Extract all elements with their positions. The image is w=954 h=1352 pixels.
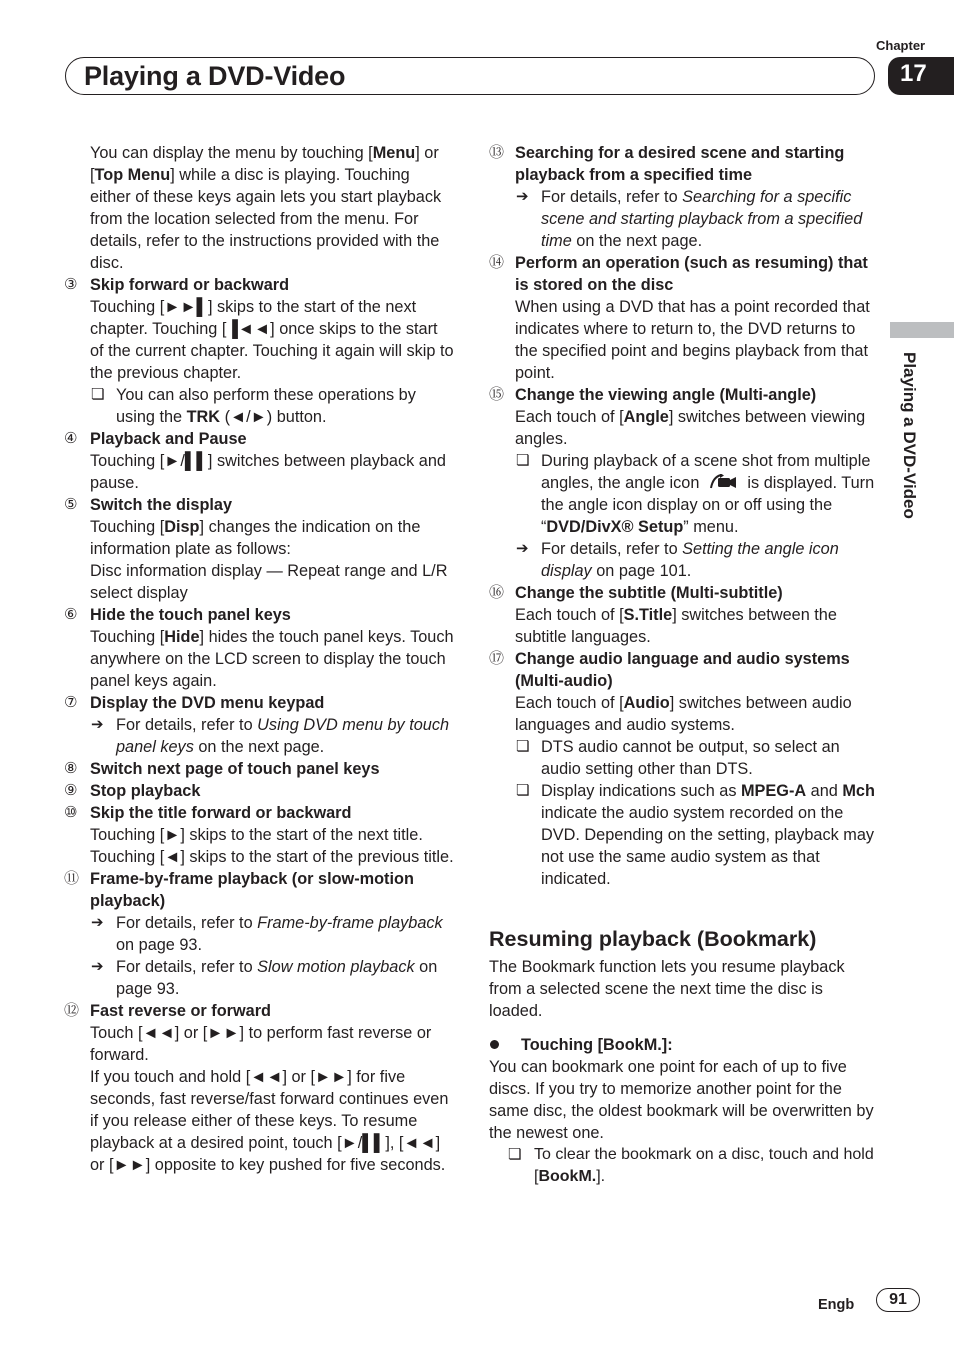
side-tab-marker: [890, 322, 954, 338]
item-5-heading: ⑤ Switch the display: [64, 496, 233, 514]
item-15-note: ❏ During playback of a scene shot from multiple angles, the angle icon is displayed. Turn the angle icon display on or off using the “DVD/DivX® Setup” menu.: [516, 452, 875, 536]
item-5-body-2: Disc information display — Repeat range and L/R select display: [90, 562, 448, 602]
note-checkbox-icon: ❏: [516, 738, 530, 755]
item-number: ③: [64, 276, 78, 293]
item-12-body-2: If you touch and hold [◄◄] or [►►] for five seconds, fast reverse/fast forward continues even if you release either of these keys. To resume playback at a desired point, touch [►/▌▌], [◄◄] or [►►] opposite to key pushed for five seconds.: [90, 1068, 449, 1174]
item-13-heading: ⑬ Searching for a desired scene and starting playback from a specified time: [489, 144, 845, 184]
side-section-label: [895, 352, 925, 582]
intro-paragraph: You can display the menu by touching [Menu] or [Top Menu] while a disc is playing. Touching either of these keys again lets you start playback from the location selected from the menu. For details, refer to the instructions provided with the disc.: [90, 144, 442, 272]
page-number: 91: [876, 1288, 920, 1312]
arrow-ref-icon: ➔: [516, 540, 529, 557]
bookmark-note: ❏ To clear the bookmark on a disc, touch and hold [BookM.].: [508, 1146, 874, 1185]
item-5-body: Touching [Disp] changes the indication on the information plate as follows:: [90, 518, 421, 558]
title-bar: [65, 57, 875, 95]
item-17-note-1: ❏ DTS audio cannot be output, so select an audio setting other than DTS.: [516, 738, 840, 778]
item-11-heading: ⑪ Frame-by-frame playback (or slow-motion playback): [64, 870, 414, 910]
item-4-body: Touching [►/▌▌] switches between playback and pause.: [90, 452, 446, 492]
item-10-heading: ⑩ Skip the title forward or backward: [64, 804, 352, 822]
left-column: [64, 142, 454, 1176]
item-number: ⑧: [64, 760, 78, 777]
note-checkbox-icon: ❏: [516, 452, 530, 469]
note-checkbox-icon: ❏: [508, 1146, 522, 1163]
item-number: ④: [64, 430, 78, 447]
arrow-ref-icon: ➔: [91, 958, 104, 975]
footer-language: Engb: [818, 1297, 855, 1313]
item-11-ref-2: ➔ For details, refer to Slow motion playback on page 93.: [91, 958, 438, 998]
item-number: ⑮: [489, 386, 505, 403]
item-3-heading: ③ Skip forward or backward: [64, 276, 290, 294]
item-15-ref: ➔ For details, refer to Setting the angle icon display on page 101.: [516, 540, 839, 580]
item-number: ⑬: [489, 144, 505, 161]
arrow-ref-icon: ➔: [91, 914, 104, 931]
item-16-body: Each touch of [S.Title] switches between the subtitle languages.: [515, 606, 837, 646]
note-checkbox-icon: ❏: [516, 782, 530, 799]
item-13-ref: ➔ For details, refer to Searching for a specific scene and starting playback from a specified time on the next page.: [516, 188, 863, 250]
item-number: ⑭: [489, 254, 505, 271]
arrow-ref-icon: ➔: [91, 716, 104, 733]
item-15-heading: ⑮ Change the viewing angle (Multi-angle): [489, 386, 817, 404]
item-10-body: Touching [►] skips to the start of the next title. Touching [◄] skips to the start of the previous title.: [90, 826, 454, 866]
item-4-heading: ④ Playback and Pause: [64, 430, 247, 448]
item-8-heading: ⑧ Switch next page of touch panel keys: [64, 760, 380, 778]
item-12-body-1: Touch [◄◄] or [►►] to perform fast reverse or forward.: [90, 1024, 432, 1064]
item-16-heading: ⑯ Change the subtitle (Multi-subtitle): [489, 584, 783, 602]
angle-icon: [709, 474, 737, 490]
item-number: ⑥: [64, 606, 78, 623]
item-3-body: Touching [►►▌] skips to the start of the next chapter. Touching [▐◄◄] once skips to the start of the current chapter. Touching it again will skip to the previous chapter.: [90, 298, 454, 382]
item-17-heading: ⑰ Change audio language and audio systems (Multi-audio): [489, 650, 850, 690]
right-column: [489, 142, 879, 1188]
item-number: ⑰: [489, 650, 505, 667]
item-11-ref-1: ➔ For details, refer to Frame-by-frame playback on page 93.: [91, 914, 443, 954]
bullet-dot-icon: [490, 1040, 499, 1049]
bookmark-body: You can bookmark one point for each of up to five discs. If you try to memorize another point for the same disc, the oldest bookmark will be overwritten by the newest one.: [489, 1058, 874, 1142]
item-number: ⑩: [64, 804, 78, 821]
item-9-heading: ⑨ Stop playback: [64, 782, 201, 800]
item-6-heading: ⑥ Hide the touch panel keys: [64, 606, 291, 624]
item-7-heading: ⑦ Display the DVD menu keypad: [64, 694, 325, 712]
item-number: ⑫: [64, 1002, 80, 1019]
item-number: ⑯: [489, 584, 505, 601]
item-14-body: When using a DVD that has a point recorded that indicates where to return to, the DVD returns to the specified point and begins playback from that point.: [515, 298, 870, 382]
item-14-heading: ⑭ Perform an operation (such as resuming) that is stored on the disc: [489, 254, 868, 294]
item-number: ⑦: [64, 694, 78, 711]
item-number: ⑨: [64, 782, 78, 799]
chapter-label: Chapter: [876, 38, 926, 53]
side-section-text: Playing a DVD-Video: [900, 352, 919, 519]
item-number: ⑤: [64, 496, 78, 513]
item-6-body: Touching [Hide] hides the touch panel keys. Touch anywhere on the LCD screen to display the touch panel keys again.: [90, 628, 454, 690]
item-number: ⑪: [64, 870, 80, 887]
bookmark-bullet: Touching [BookM.]:: [521, 1034, 879, 1056]
note-checkbox-icon: ❏: [91, 386, 105, 403]
item-3-note: ❏ You can also perform these operations by using the TRK (◄/►) button.: [91, 386, 416, 426]
item-17-body: Each touch of [Audio] switches between audio languages and audio systems.: [515, 694, 852, 734]
item-7-ref: ➔ For details, refer to Using DVD menu by touch panel keys on the next page.: [91, 716, 450, 756]
item-15-body: Each touch of [Angle] switches between viewing angles.: [515, 408, 866, 448]
chapter-number-badge: 17: [888, 57, 954, 95]
arrow-ref-icon: ➔: [516, 188, 529, 205]
item-17-note-2: ❏ Display indications such as MPEG-A and Mch indicate the audio system recorded on the DVD. Depending on the setting, playback may not use the same audio system as that indicated.: [516, 782, 875, 888]
item-12-heading: ⑫ Fast reverse or forward: [64, 1002, 271, 1020]
bookmark-intro: The Bookmark function lets you resume playback from a selected scene the next time the disc is loaded.: [489, 958, 845, 1020]
page-title: Playing a DVD-Video: [84, 61, 346, 91]
bookmark-section-heading: Resuming playback (Bookmark): [489, 927, 817, 951]
